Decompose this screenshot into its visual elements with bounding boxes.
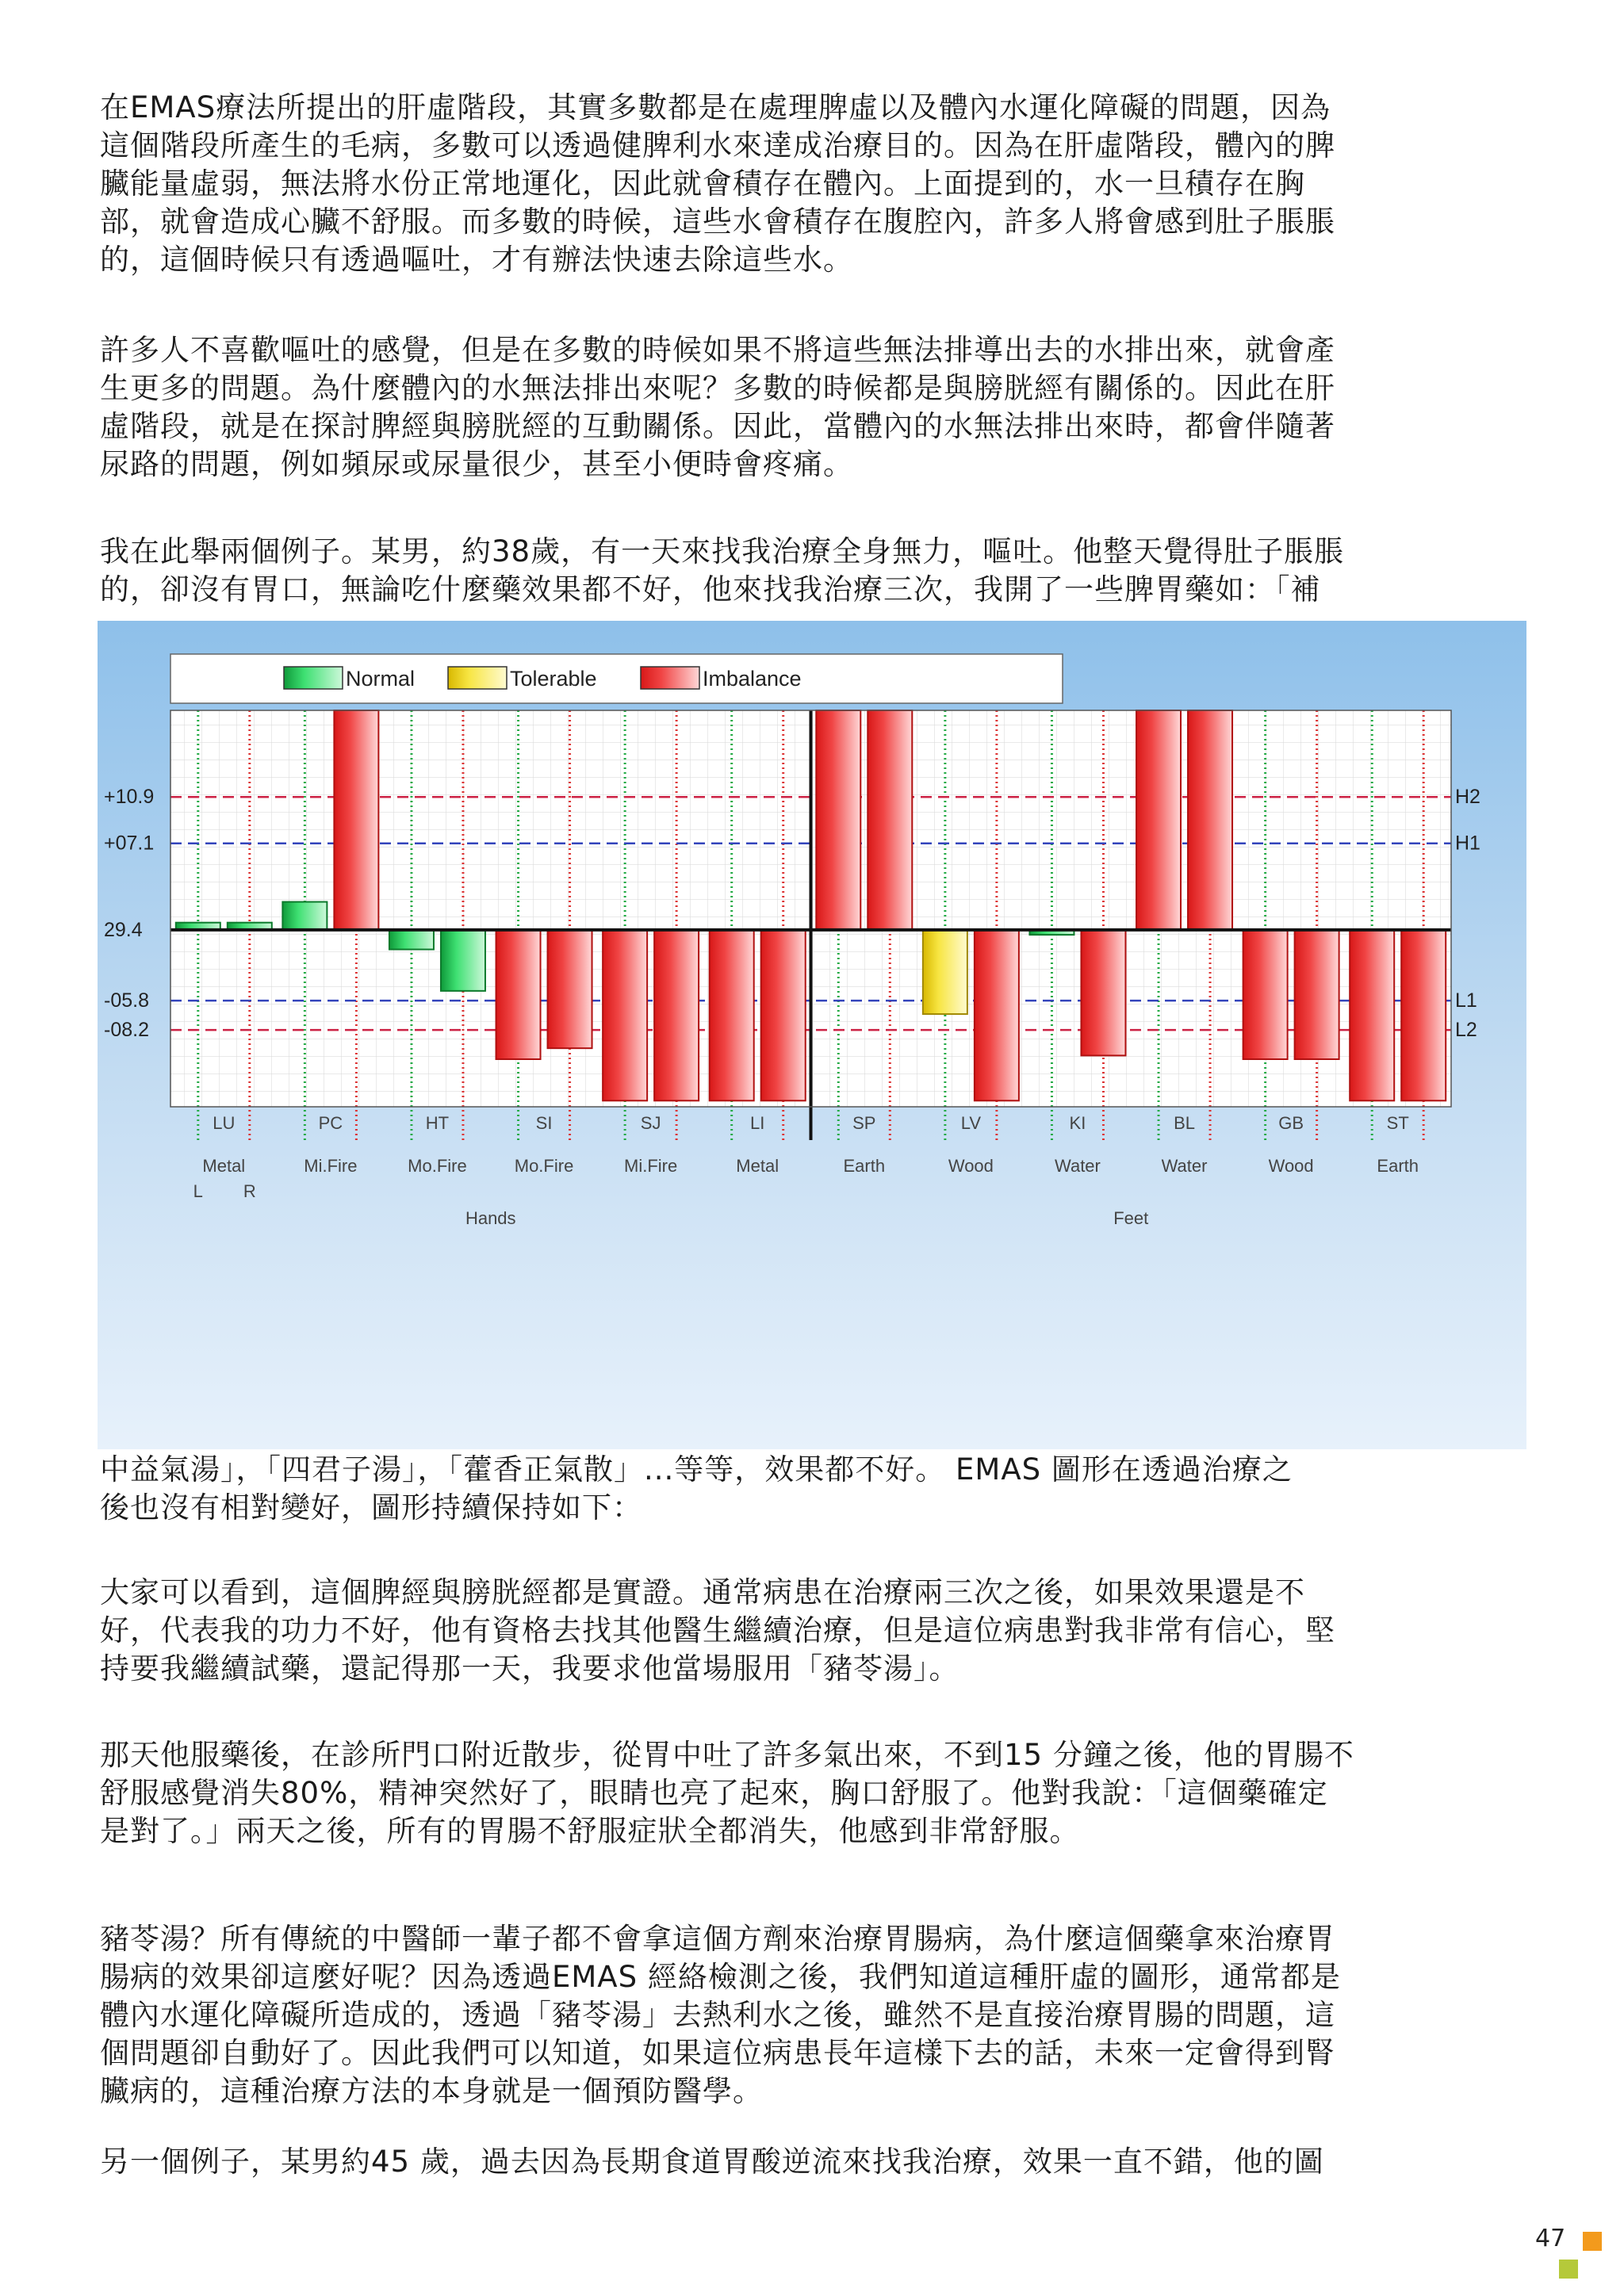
element-label: Earth [1377, 1156, 1419, 1176]
y-tick-label: -08.2 [104, 1019, 149, 1042]
text-line: 臟病的，這種治療方法的本身就是一個預防醫學。 [100, 2074, 763, 2108]
meridian-code-label: GB [1278, 1113, 1304, 1133]
text-line: 生更多的問題。為什麼體內的水無法排出來呢？多數的時候都是與膀胱經有關係的。因此在肝 [100, 371, 1335, 405]
bar-ht-right [441, 930, 485, 991]
meridian-code-label: LU [213, 1113, 236, 1133]
element-label: Mi.Fire [624, 1156, 678, 1176]
element-label: Earth [843, 1156, 886, 1176]
text-line: 另一個例子，某男約45 歲，過去因為長期食道胃酸逆流來找我治療，效果一直不錯，他的圖 [100, 2145, 1324, 2179]
bar-gb-left [1243, 930, 1288, 1059]
bar-lv-left [923, 930, 967, 1014]
text-line: 許多人不喜歡嘔吐的感覺，但是在多數的時候如果不將這些無法排導出去的水排出來，就會產 [100, 333, 1335, 367]
legend-label: Normal [346, 667, 416, 691]
legend-label: Tolerable [510, 667, 597, 691]
text-line: 那天他服藥後，在診所門口附近散步，從胃中吐了許多氣出來，不到15 分鐘之後，他的胃腸不 [100, 1738, 1354, 1772]
meridian-code-label: LI [750, 1113, 765, 1133]
emas-bar-chart [98, 621, 1526, 1449]
paragraph [100, 1920, 1527, 2110]
side-label-right: R [243, 1181, 256, 1201]
text-line: 尿路的問題，例如頻尿或尿量很少，甚至小便時會疼痛。 [100, 447, 853, 481]
bar-sj-right [654, 930, 699, 1100]
element-label: Mi.Fire [304, 1156, 358, 1176]
legend-swatch [641, 667, 699, 689]
legend-label: Imbalance [703, 667, 802, 691]
text-line: 豬苓湯？所有傳統的中醫師一輩子都不會拿這個方劑來治療胃腸病，為什麼這個藥拿來治療胃 [100, 1922, 1335, 1956]
bar-si-left [496, 930, 541, 1059]
paragraph [100, 1451, 1527, 1527]
meridian-code-label: PC [318, 1113, 343, 1133]
legend-swatch [448, 667, 507, 689]
bar-st-left [1350, 930, 1394, 1100]
y-tick-label: -05.8 [104, 989, 149, 1012]
meridian-code-label: LV [960, 1113, 982, 1133]
text-line: 是對了。」兩天之後，所有的胃腸不舒服症狀全都消失，他感到非常舒服。 [100, 1814, 1080, 1848]
bar-st-right [1401, 930, 1446, 1100]
paragraph [100, 2143, 1527, 2181]
paragraph [100, 533, 1527, 609]
threshold-label: L1 [1455, 989, 1477, 1012]
legend-swatch [284, 667, 343, 689]
text-line: 在EMAS療法所提出的肝虛階段，其實多數都是在處理脾虛以及體內水運化障礙的問題，因為 [100, 90, 1331, 124]
bar-si-right [548, 930, 592, 1048]
bar-sp-left [816, 710, 860, 930]
bar-ht-left [389, 930, 434, 950]
text-line: 腸病的效果卻這麼好呢？因為透過EMAS 經絡檢測之後，我們知道這種肝虛的圖形，通常都是 [100, 1960, 1341, 1994]
y-tick-label: +07.1 [104, 832, 155, 855]
bar-sj-left [603, 930, 647, 1100]
meridian-code-label: SI [535, 1113, 553, 1133]
side-label-left: L [193, 1181, 203, 1201]
section-label-feet: Feet [1113, 1208, 1149, 1228]
element-label: Mo.Fire [514, 1156, 574, 1176]
text-line: 這個階段所產生的毛病，多數可以透過健脾利水來達成治療目的。因為在肝虛階段，體內的脾 [100, 128, 1335, 163]
element-label: Water [1161, 1156, 1208, 1176]
text-line: 個問題卻自動好了。因此我們可以知道，如果這位病患長年這樣下去的話，未來一定會得到腎 [100, 2036, 1335, 2070]
paragraph [100, 89, 1527, 279]
meridian-code-label: ST [1386, 1113, 1409, 1133]
green-square-decoration [1559, 2260, 1578, 2279]
element-label: Water [1055, 1156, 1101, 1176]
text-line: 虛階段，就是在探討脾經與膀胱經的互動關係。因此，當體內的水無法排出來時，都會伴隨著 [100, 409, 1335, 443]
element-label: Wood [948, 1156, 994, 1176]
page-number: 47 [1535, 2225, 1566, 2252]
threshold-label: H2 [1455, 786, 1480, 809]
text-line: 中益氣湯」，「四君子湯」，「藿香正氣散」...等等，效果都不好。 EMAS 圖形在透過治療之 [100, 1452, 1293, 1487]
element-label: Metal [202, 1156, 246, 1176]
text-line: 我在此舉兩個例子。某男，約38歲，有一天來找我治療全身無力，嘔吐。他整天覺得肚子脹脹 [100, 534, 1345, 568]
text-line: 的，這個時候只有透過嘔吐，才有辦法快速去除這些水。 [100, 243, 853, 277]
meridian-code-label: SJ [640, 1113, 661, 1133]
element-label: Wood [1268, 1156, 1314, 1176]
text-line: 大家可以看到，這個脾經與膀胱經都是實證。通常病患在治療兩三次之後，如果效果還是不 [100, 1575, 1305, 1609]
meridian-code-label: KI [1069, 1113, 1086, 1133]
bar-gb-right [1295, 930, 1339, 1059]
bar-pc-right [334, 710, 378, 930]
orange-square-decoration [1583, 2232, 1602, 2251]
bar-bl-left [1136, 710, 1181, 930]
meridian-code-label: SP [852, 1113, 876, 1133]
text-line: 持要我繼續試藥，還記得那一天，我要求他當場服用「豬苓湯」。 [100, 1651, 959, 1686]
bar-lv-right [975, 930, 1019, 1100]
threshold-label: H1 [1455, 832, 1480, 855]
text-line: 體內水運化障礙所造成的，透過「豬苓湯」去熱利水之後，雖然不是直接治療胃腸的問題，這 [100, 1998, 1335, 2032]
y-tick-label: 29.4 [104, 918, 143, 941]
paragraph [100, 1736, 1527, 1850]
bar-ki-right [1081, 930, 1125, 1055]
meridian-code-label: HT [425, 1113, 450, 1133]
text-line: 好，代表我的功力不好，他有資格去找其他醫生繼續治療，但是這位病患對我非常有信心，堅 [100, 1613, 1335, 1647]
section-label-hands: Hands [465, 1208, 516, 1228]
paragraph [100, 331, 1527, 484]
element-label: Mo.Fire [408, 1156, 467, 1176]
text-line: 舒服感覺消失80%，精神突然好了，眼睛也亮了起來，胸口舒服了。他對我說：「這個藥確定 [100, 1776, 1328, 1810]
meridian-code-label: BL [1174, 1113, 1196, 1133]
threshold-label: L2 [1455, 1019, 1477, 1042]
bar-sp-right [868, 710, 912, 930]
element-label: Metal [736, 1156, 779, 1176]
paragraph [100, 1574, 1527, 1688]
y-tick-label: +10.9 [104, 786, 155, 809]
bar-li-left [710, 930, 754, 1100]
text-line: 的，卻沒有胃口，無論吃什麼藥效果都不好，他來找我治療三次，我開了一些脾胃藥如：「補 [100, 572, 1321, 607]
bar-bl-right [1188, 710, 1232, 930]
text-line: 後也沒有相對變好，圖形持續保持如下： [100, 1490, 642, 1525]
text-line: 部，就會造成心臟不舒服。而多數的時候，這些水會積存在腹腔內，許多人將會感到肚子脹脹 [100, 205, 1335, 239]
bar-pc-left [282, 902, 327, 930]
text-line: 臟能量虛弱，無法將水份正常地運化，因此就會積存在體內。上面提到的，水一旦積存在胸 [100, 166, 1305, 201]
bar-li-right [761, 930, 806, 1100]
